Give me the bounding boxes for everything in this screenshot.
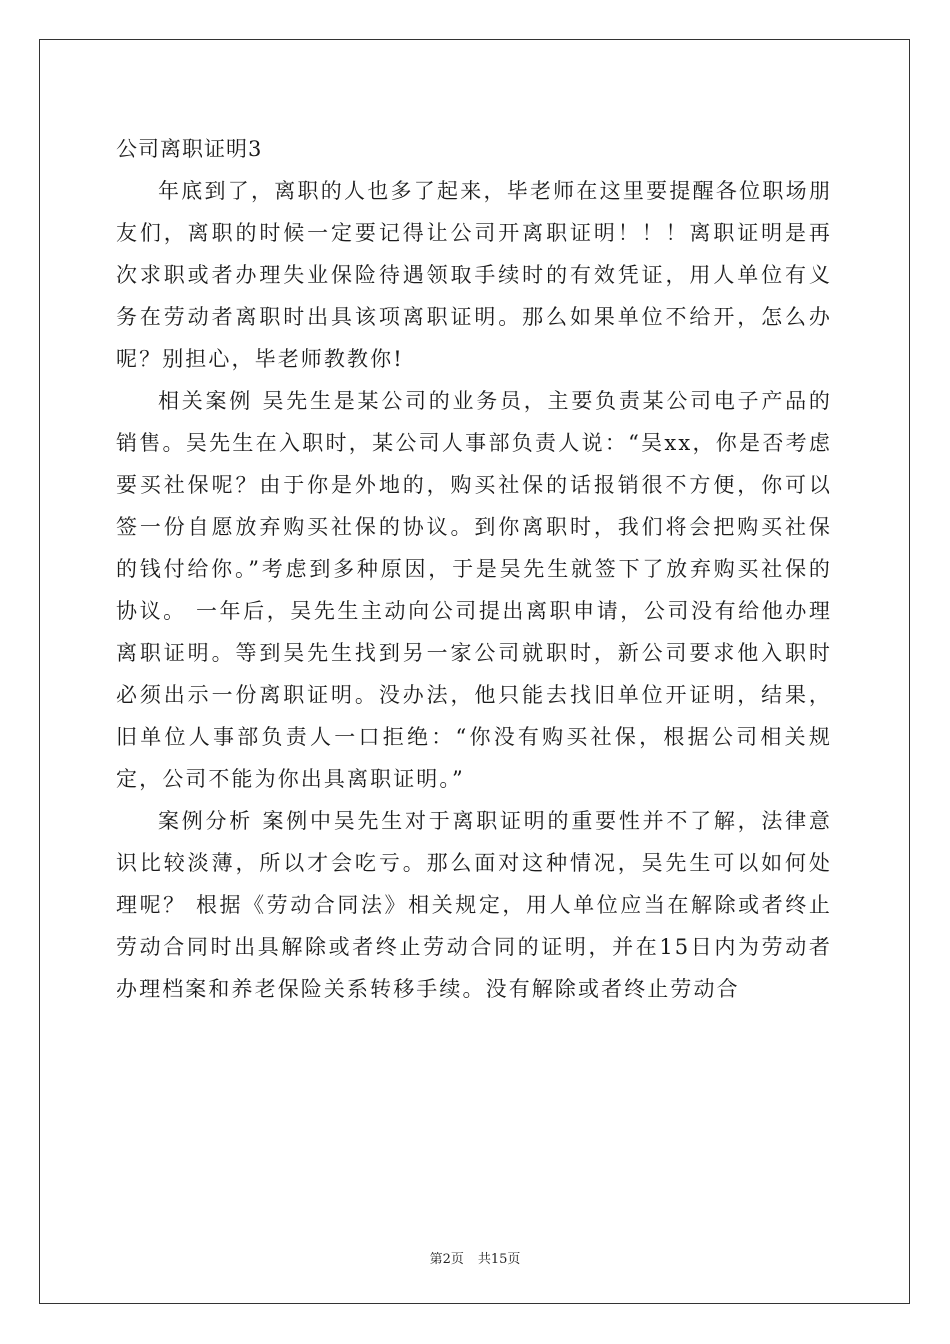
- paragraph-intro: 年底到了，离职的人也多了起来，毕老师在这里要提醒各位职场朋友们，离职的时候一定要记得让公司开离职证明！！！离职证明是再次求职或者办理失业保险待遇领取手续时的有效凭证，用人单位有义务在劳动者离职时出具该项离职证明。那么如果单位不给开，怎么办呢？别担心，毕老师教教你!: [116, 179, 832, 371]
- paragraph-analysis: 案例分析 案例中吴先生对于离职证明的重要性并不了解，法律意识比较淡薄，所以才会吃亏。那么面对这种情况，吴先生可以如何处理呢？ 根据《劳动合同法》相关规定，用人单位应当在解除或者终止劳动合同时出具解除或者终止劳动合同的证明，并在15日内为劳动者办理档案和养老保险关系转移手续。没有解除或者终止劳动合: [116, 809, 832, 1001]
- document-title: 公司离职证明3: [116, 137, 263, 161]
- page-footer: [0, 1248, 950, 1267]
- document-body: [116, 128, 832, 1010]
- page-number: 第2页: [429, 1252, 464, 1267]
- paragraph-case: 相关案例 吴先生是某公司的业务员，主要负责某公司电子产品的销售。吴先生在入职时，某公司人事部负责人说：“吴xx，你是否考虑要买社保呢？由于你是外地的，购买社保的话报销很不方便，你可以签一份自愿放弃购买社保的协议。到你离职时，我们将会把购买社保的钱付给你。”考虑到多种原因，于是吴先生就签下了放弃购买社保的协议。 一年后，吴先生主动向公司提出离职申请，公司没有给他办理离职证明。等到吴先生找到另一家公司就职时，新公司要求他入职时必须出示一份离职证明。没办法，他只能去找旧单位开证明，结果，旧单位人事部负责人一口拒绝：“你没有购买社保，根据公司相关规定，公司不能为你出具离职证明。”: [116, 389, 832, 791]
- page-total: 共15页: [477, 1252, 521, 1267]
